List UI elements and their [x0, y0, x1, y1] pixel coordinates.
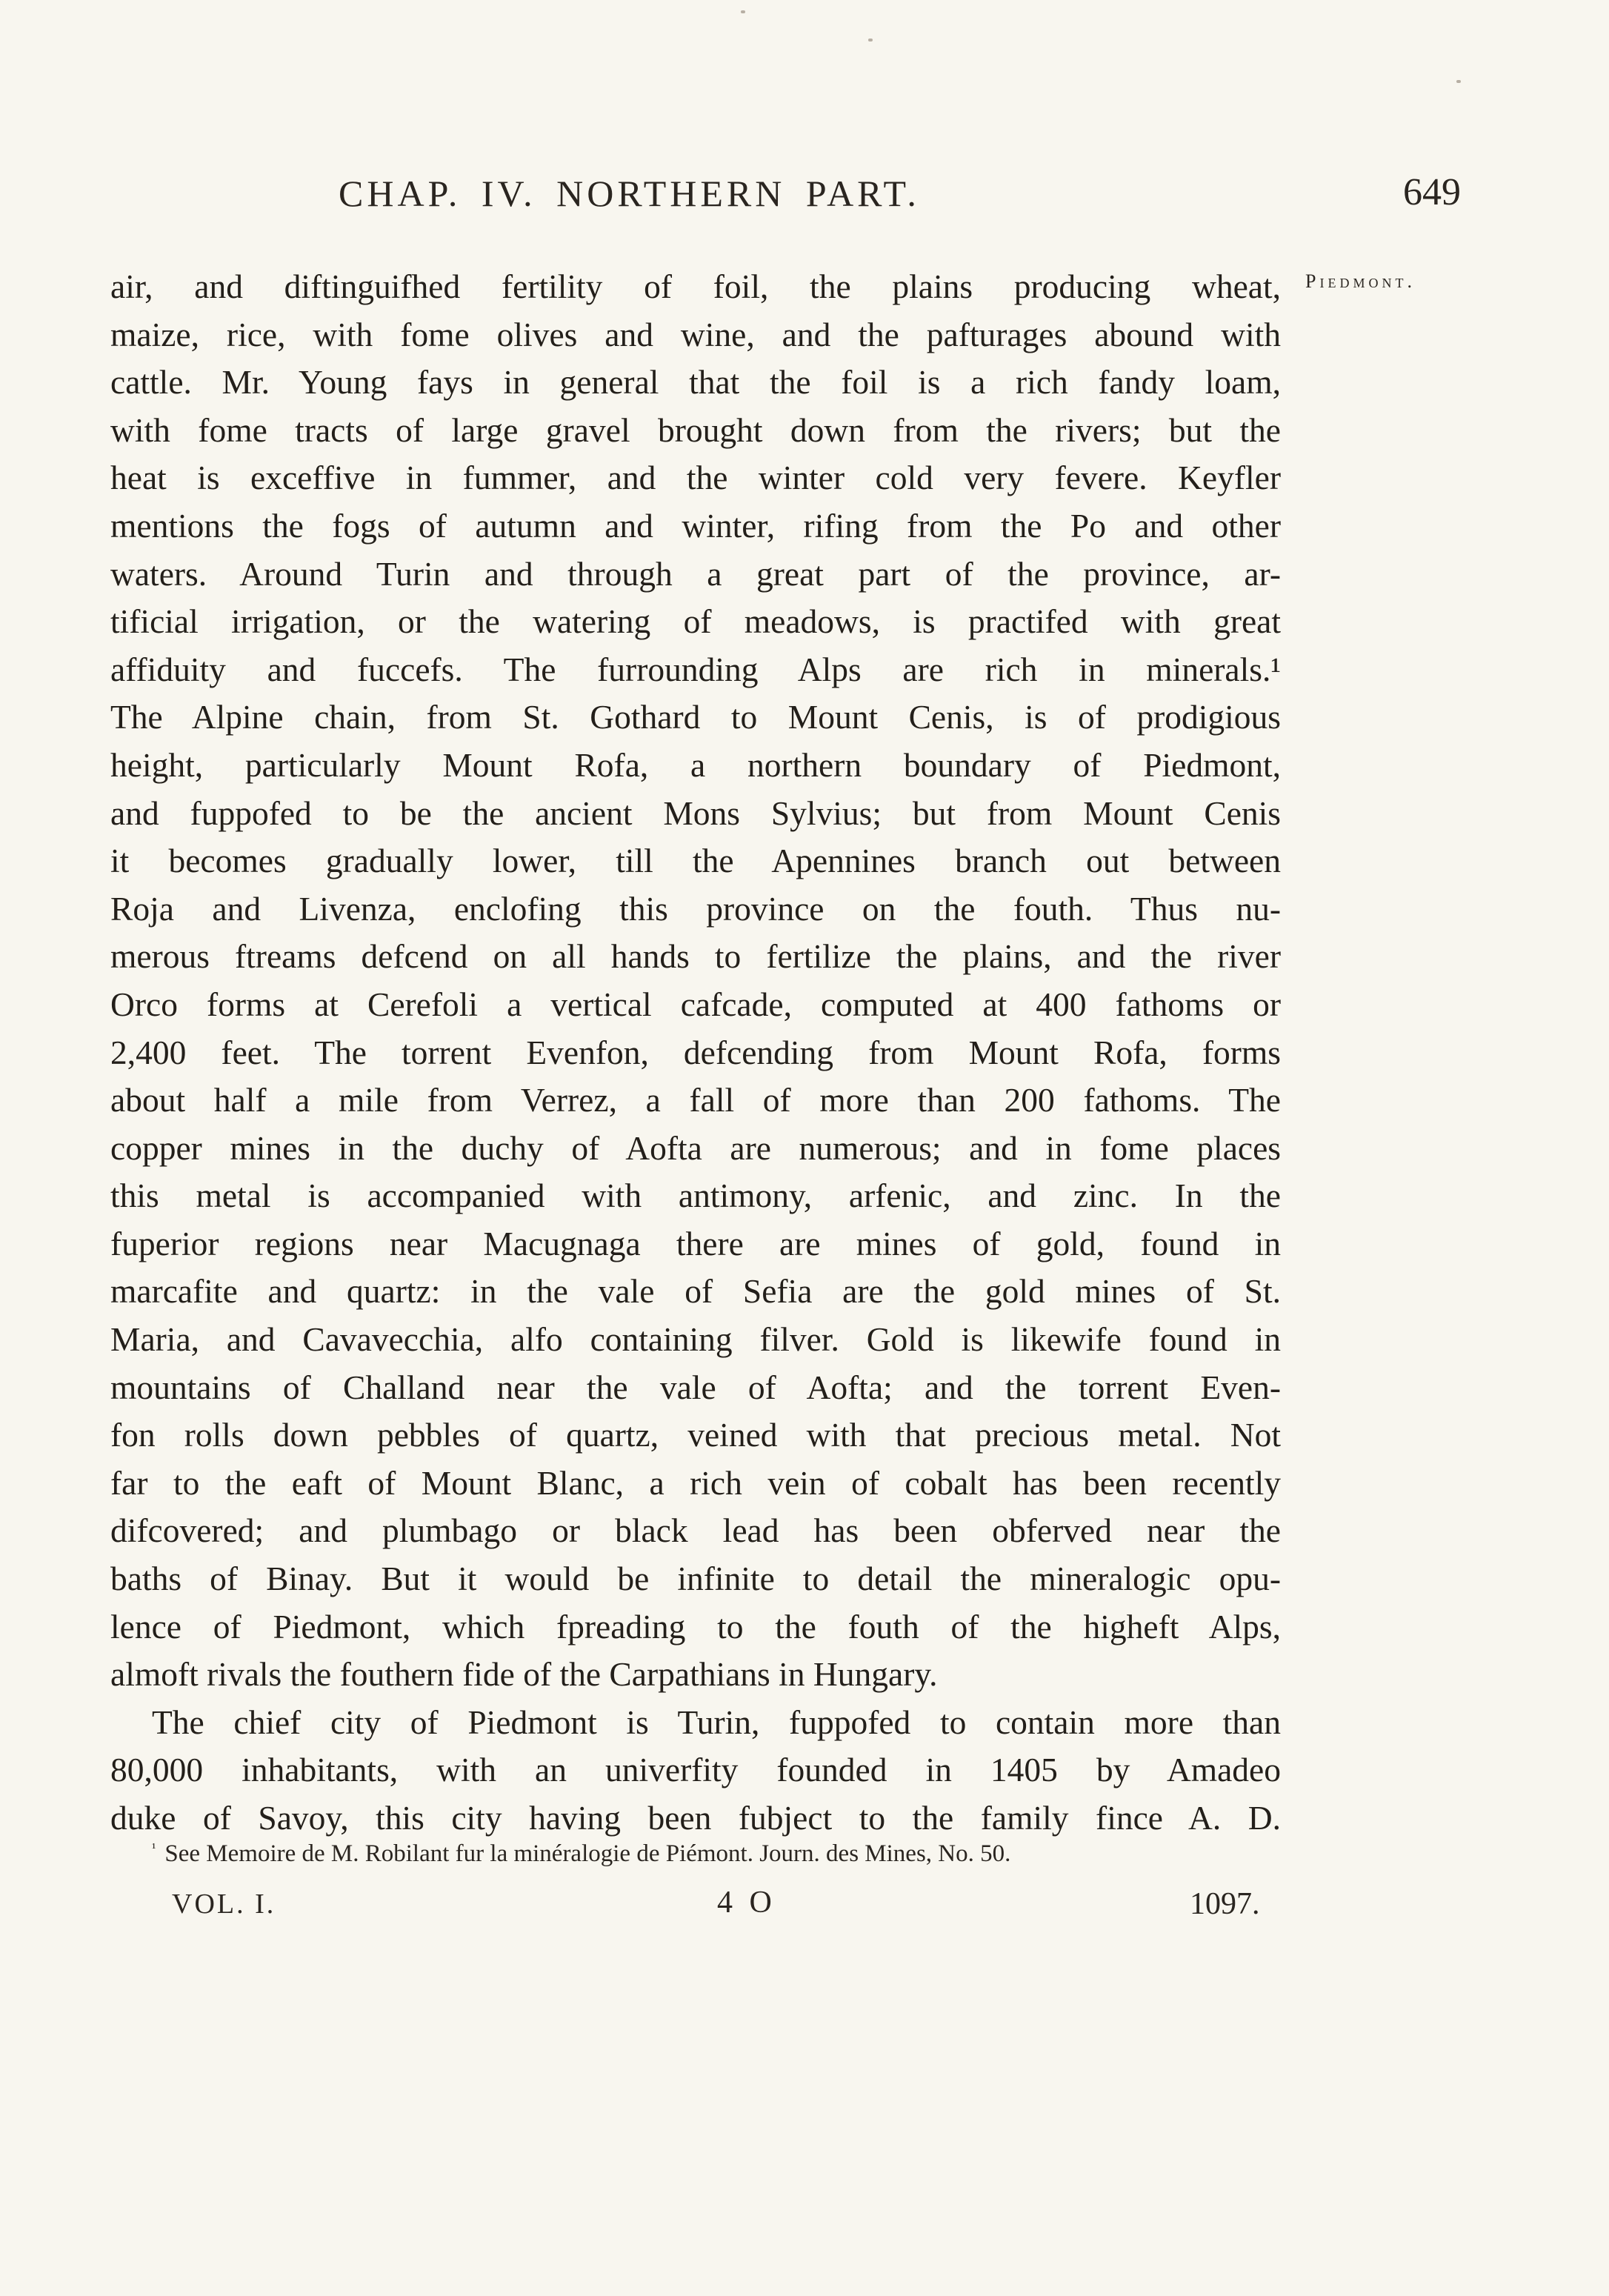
text-line: lence of Piedmont, which fpreading to the fouth of the higheft Alps,	[110, 1607, 1281, 1646]
text-line: height, particularly Mount Rofa, a northern boundary of Piedmont,	[110, 745, 1281, 784]
text-line: tificial irrigation, or the watering of meadows, is practifed with great	[110, 602, 1281, 641]
text-line: and fuppofed to be the ancient Mons Sylvius; but from Mount Cenis	[110, 793, 1281, 832]
text-line: heat is exceffive in fummer, and the winter cold very fevere. Keyfler	[110, 459, 1281, 497]
text-line: about half a mile from Verrez, a fall of more than 200 fathoms. The	[110, 1081, 1281, 1119]
body-text	[110, 263, 1281, 1843]
text-line: 80,000 inhabitants, with an univerfity founded in 1405 by Amadeo	[110, 1751, 1281, 1789]
footnote-marker: ¹	[152, 1840, 156, 1855]
text-line: fuperior regions near Macugnaga there are mines of gold, found in	[110, 1224, 1281, 1262]
text-line: fon rolls down pebbles of quartz, veined with that precious metal. Not	[110, 1416, 1281, 1454]
text-line: cattle. Mr. Young fays in general that the foil is a rich fandy loam,	[110, 363, 1281, 402]
text-line: duke of Savoy, this city having been fubject to the family fince A. D.	[110, 1799, 1281, 1837]
text-line: Roja and Livenza, enclofing this province on the fouth. Thus nu-	[110, 889, 1281, 928]
text-line: with fome tracts of large gravel brought down from the rivers; but the	[110, 410, 1281, 449]
text-line: 2,400 feet. The torrent Evenfon, defcending from Mount Rofa, forms	[110, 1033, 1281, 1071]
text-line: this metal is accompanied with antimony, arfenic, and zinc. In the	[110, 1177, 1281, 1215]
paper-speck	[1456, 80, 1461, 83]
text-line: air, and diftinguifhed fertility of foil, the plains producing wheat,	[110, 267, 1281, 305]
marginal-note: Piedmont.	[1305, 270, 1416, 292]
text-line: Orco forms at Cerefoli a vertical cafcade, computed at 400 fathoms or	[110, 985, 1281, 1023]
footnote-text: See Memoire de M. Robilant fur la minéralogie de Piémont. Journ. des Mines, No. 50.	[164, 1840, 1011, 1867]
text-line: baths of Binay. But it would be infinite to detail the mineralogic opu-	[110, 1560, 1281, 1598]
text-line: maize, rice, with fome olives and wine, and the pafturages abound with	[110, 315, 1281, 353]
text-line: The chief city of Piedmont is Turin, fuppofed to contain more than	[152, 1703, 1281, 1741]
text-line: merous ftreams defcend on all hands to fertilize the plains, and the river	[110, 937, 1281, 976]
running-title: CHAP. IV. NORTHERN PART.	[339, 173, 920, 214]
text-line: copper mines in the duchy of Aofta are numerous; and in fome places	[110, 1128, 1281, 1167]
text-line: Maria, and Cavavecchia, alfo containing filver. Gold is likewife found in	[110, 1320, 1281, 1359]
text-line: marcafite and quartz: in the vale of Sefia are the gold mines of St.	[110, 1272, 1281, 1311]
page-number: 649	[1403, 171, 1461, 213]
text-line: it becomes gradually lower, till the Apennines branch out between	[110, 842, 1281, 880]
text-line: almoft rivals the fouthern fide of the Carpathians in Hungary.	[110, 1655, 938, 1694]
paper-speck	[741, 10, 745, 13]
text-line: affiduity and fuccefs. The furrounding Alps are rich in minerals.¹	[110, 650, 1281, 688]
gathering-signature: 4 O	[717, 1886, 776, 1920]
paper-speck	[868, 39, 873, 41]
text-line: waters. Around Turin and through a great part of the province, ar-	[110, 554, 1281, 593]
volume-signature: VOL. I.	[172, 1889, 276, 1920]
footnote	[152, 1840, 1010, 1868]
text-line: mentions the fogs of autumn and winter, rifing from the Po and other	[110, 506, 1281, 545]
catchword: 1097.	[1190, 1887, 1260, 1921]
text-line: mountains of Challand near the vale of Aofta; and the torrent Even-	[110, 1368, 1281, 1406]
text-line: The Alpine chain, from St. Gothard to Mount Cenis, is of prodigious	[110, 698, 1281, 736]
text-line: far to the eaft of Mount Blanc, a rich vein of cobalt has been recently	[110, 1463, 1281, 1502]
text-line: difcovered; and plumbago or black lead has been obferved near the	[110, 1511, 1281, 1550]
